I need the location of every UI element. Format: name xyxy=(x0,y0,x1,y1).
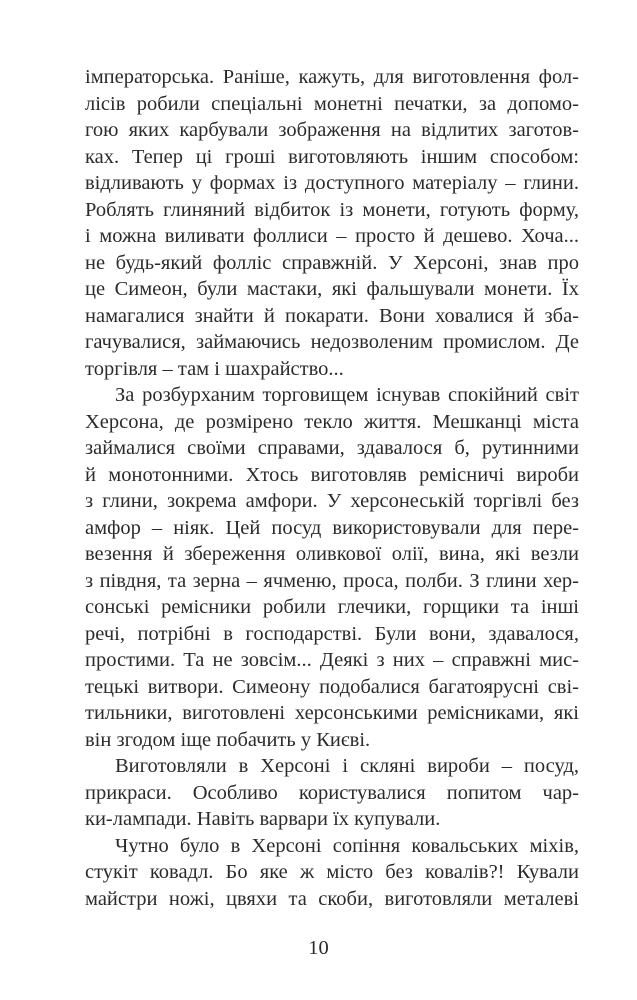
paragraph xyxy=(85,753,579,833)
text-line: з півдня, та зерна – ячменю, проса, полби. З глини хер- xyxy=(85,569,579,592)
paragraph xyxy=(85,382,579,753)
text-line: він згодом іще побачить у Києві. xyxy=(85,728,371,751)
text-line: з глини, зокрема амфори. У херсонеській торгівлі без xyxy=(85,490,579,512)
text-line: гачувалися, займаючись недозволеним промислом. Де xyxy=(85,331,579,353)
text-line: везення й збереження оливкової олії, вина, які везли xyxy=(85,543,579,565)
text-line: імператорська. Раніше, кажуть, для виготовлення фол- xyxy=(85,66,579,88)
text-line: й монотонними. Хтось виготовляв ремісничі вироби xyxy=(85,463,579,486)
body-text xyxy=(85,64,579,912)
text-line: Виготовляли в Херсоні і скляні вироби – посуд, xyxy=(115,755,579,777)
text-line: це Симеон, були мастаки, які фальшували монети. Їх xyxy=(85,278,579,300)
text-line: сонські ремісники робили глечики, горщики та інші xyxy=(85,596,579,618)
text-line: стукіт ковадл. Бо яке ж місто без ковалів?! Кували xyxy=(85,861,579,883)
text-line: і можна виливати фоллиси – просто й дешево. Хоча... xyxy=(85,225,579,247)
text-line: торгівля – там і шахрайство... xyxy=(85,357,344,380)
text-line: амфор – ніяк. Цей посуд використовували для пере- xyxy=(85,516,579,539)
text-line: тецькі витвори. Симеону подобалися багатоярусні сві- xyxy=(85,675,579,698)
text-line: майстри ножі, цвяхи та скоби, виготовляли металеві xyxy=(85,887,579,910)
text-line: тильники, виготовлені херсонськими ремісниками, які xyxy=(85,702,579,724)
text-line: За розбурханим торговищем існував спокійний світ xyxy=(115,384,579,406)
text-line: прикраси. Особливо користувалися попитом чар- xyxy=(85,781,579,804)
text-line: лісів робили спеціальні монетні печатки, за допомо- xyxy=(85,92,579,115)
text-line: Роблять глиняний відбиток із монети, готують форму, xyxy=(85,198,579,221)
text-line: речі, потрібні в господарстві. Були вони, здавалося, xyxy=(85,622,579,645)
text-line: ки-лампади. Навіть варвари їх купували. xyxy=(85,808,441,830)
text-line: Херсона, де розмірено текло життя. Мешканці міста xyxy=(85,410,579,433)
text-line: не будь-який фолліс справжній. У Херсоні, знав про xyxy=(85,251,579,274)
text-line: відливають у формах із доступного матеріалу – глини. xyxy=(85,172,579,194)
text-line: ках. Тепер ці гроші виготовляють іншим способом: xyxy=(85,145,579,168)
text-line: Чутно було в Херсоні сопіння ковальських міхів, xyxy=(115,834,579,857)
text-line: займалися своїми справами, здавалося б, рутинними xyxy=(85,437,579,459)
paragraph xyxy=(85,64,579,382)
page-number: 10 xyxy=(308,937,329,959)
text-line: намагалися знайти й покарати. Вони ховалися й зба- xyxy=(85,304,579,327)
paragraph xyxy=(85,833,579,913)
text-line: гою яких карбували зображення на відлитих заготов- xyxy=(85,119,579,141)
text-line: простими. Та не зовсім... Деякі з них – справжні мис- xyxy=(85,649,579,671)
